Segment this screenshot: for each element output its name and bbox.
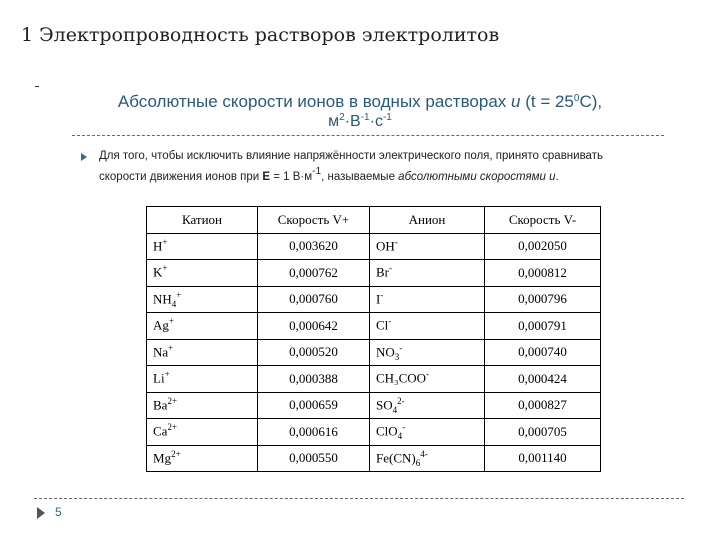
cation-cell-sup: 2+	[167, 422, 178, 433]
cation-cell-sup: +	[162, 236, 168, 247]
cation-cell-span: NH	[153, 291, 172, 307]
anion-cell-sub: 6	[415, 457, 421, 468]
unit-s: ·с	[369, 113, 383, 130]
cation-cell-sup: +	[176, 289, 182, 300]
para-text-4: .	[555, 171, 559, 183]
cation-cell-sup: 2+	[171, 448, 181, 459]
cation-cell-sup: +	[168, 316, 174, 327]
anion-cell-span: OH	[376, 238, 395, 254]
header-anion: Анион	[370, 207, 485, 234]
table-row	[147, 392, 601, 419]
anion-cell-span: NO	[376, 344, 395, 360]
table-body	[147, 233, 601, 472]
anion-cell-span: SO	[376, 397, 393, 413]
v-plus-cell	[258, 260, 370, 287]
cation-cell-span: Ag	[153, 317, 169, 333]
v-minus-cell	[485, 339, 601, 366]
anion-cell-sup: -	[399, 342, 403, 353]
heading-variable: u	[511, 92, 521, 111]
cation-cell-span: Na	[153, 344, 169, 360]
table-row	[147, 366, 601, 393]
cation-cell	[147, 313, 258, 340]
header-v-plus: Скорость V+	[258, 207, 370, 234]
description-paragraph	[99, 148, 639, 185]
v-minus-cell	[485, 286, 601, 313]
v-plus-cell-span: 0,000388	[289, 370, 338, 386]
v-plus-cell-span: 0,000616	[289, 423, 338, 439]
v-plus-cell-span: 0,000762	[289, 264, 338, 280]
v-minus-cell	[485, 260, 601, 287]
v-minus-cell-span: 0,000796	[518, 291, 567, 307]
table-row	[147, 339, 601, 366]
cation-cell	[147, 233, 258, 260]
v-minus-cell	[485, 392, 601, 419]
unit-v-exp: -1	[360, 112, 370, 123]
cation-cell	[147, 419, 258, 446]
v-plus-cell	[258, 286, 370, 313]
cation-cell-sup: 2+	[167, 395, 178, 406]
cation-cell-span: Ca	[153, 423, 168, 439]
anion-cell-sub: 4	[397, 431, 403, 442]
anion-cell	[370, 419, 485, 446]
cation-cell-span: Li	[153, 370, 165, 386]
v-plus-cell	[258, 419, 370, 446]
v-minus-cell-span: 0,000812	[518, 264, 567, 280]
v-plus-cell	[258, 366, 370, 393]
anion-cell-sup: -	[388, 316, 392, 327]
cation-cell	[147, 392, 258, 419]
table-row	[147, 445, 601, 472]
v-plus-cell	[258, 313, 370, 340]
cation-cell	[147, 339, 258, 366]
cation-cell-sup: +	[164, 369, 170, 380]
unit-s-exp: -1	[382, 112, 392, 123]
table-row	[147, 260, 601, 287]
anion-cell-sup: -	[426, 369, 430, 380]
cation-cell	[147, 286, 258, 313]
heading-units	[0, 112, 720, 131]
v-plus-cell	[258, 392, 370, 419]
ion-velocity-table	[146, 206, 601, 472]
anion-cell-span: Br	[376, 264, 389, 280]
heading-text: Абсолютные скорости ионов в водных растворах	[117, 92, 512, 111]
table-row	[147, 286, 601, 313]
anion-cell-sup: -	[389, 263, 392, 274]
para-text-2: = 1 В·м	[270, 171, 313, 183]
bullet-arrow-icon	[81, 153, 87, 161]
cation-cell-sub: 4	[171, 298, 177, 309]
v-minus-cell-span: 0,002050	[518, 238, 567, 254]
anion-cell	[370, 339, 485, 366]
cation-cell-span: K	[153, 264, 163, 280]
cation-cell-sup: +	[168, 342, 174, 353]
anion-cell	[370, 445, 485, 472]
table-row	[147, 313, 601, 340]
slide-title: 1 Электропроводность растворов электролитов	[21, 24, 500, 46]
anion-cell	[370, 286, 485, 313]
header-v-minus: Скорость V-	[485, 207, 601, 234]
page-number: 5	[55, 505, 62, 519]
unit-m: м	[328, 113, 340, 130]
header-cation: Катион	[147, 207, 258, 234]
anion-cell-span: Cl	[376, 317, 389, 333]
table-row	[147, 233, 601, 260]
cation-cell-span: H	[153, 238, 163, 254]
v-plus-cell-span: 0,000642	[289, 317, 338, 333]
v-plus-cell-span: 0,000760	[289, 291, 338, 307]
v-minus-cell-span: 0,000705	[518, 423, 567, 439]
para-italic: абсолютными скоростями u	[398, 171, 556, 183]
anion-cell-span: Fe(CN)	[376, 450, 416, 466]
v-plus-cell	[258, 445, 370, 472]
header-divider	[72, 135, 664, 136]
para-text-3: , называемые	[321, 171, 399, 183]
para-exp: -1	[312, 166, 322, 177]
anion-cell-span: I	[376, 291, 381, 307]
table-heading	[0, 88, 720, 113]
unit-m-exp: 2	[339, 112, 345, 123]
heading-temp: (t = 25	[520, 92, 574, 111]
anion-cell	[370, 260, 485, 287]
v-minus-cell	[485, 233, 601, 260]
para-e: E	[262, 171, 271, 183]
anion-cell	[370, 392, 485, 419]
heading-unit: C),	[579, 92, 603, 111]
v-plus-cell-span: 0,000550	[289, 450, 338, 466]
anion-cell-sup: -	[402, 422, 406, 433]
v-minus-cell-span: 0,000424	[518, 370, 567, 386]
anion-cell	[370, 366, 485, 393]
v-minus-cell	[485, 445, 601, 472]
cation-cell-sup: +	[162, 263, 168, 274]
cation-cell-span: Mg	[153, 450, 172, 466]
v-minus-cell	[485, 419, 601, 446]
cation-cell	[147, 260, 258, 287]
table-row	[147, 419, 601, 446]
cation-cell	[147, 445, 258, 472]
anion-cell-span: CH₃COO	[376, 370, 427, 386]
heading-degree: 0	[573, 93, 580, 104]
anion-cell	[370, 233, 485, 260]
page-arrow-icon	[37, 507, 45, 519]
v-plus-cell-span: 0,000659	[289, 397, 338, 413]
anion-cell-sub: 4	[392, 404, 398, 415]
v-plus-cell-span: 0,003620	[289, 238, 338, 254]
anion-cell-sub: 3	[394, 351, 400, 362]
footer-divider	[34, 498, 684, 499]
v-minus-cell-span: 0,001140	[518, 450, 567, 466]
unit-v: ·В	[344, 113, 361, 130]
cation-cell-span: Ba	[153, 397, 168, 413]
v-plus-cell	[258, 233, 370, 260]
anion-cell-sup: 2-	[397, 395, 405, 406]
cation-cell	[147, 366, 258, 393]
para-text-1: Для того, чтобы исключить влияние напряжённости электрического поля, принято сравнивать скорости движения ионов при	[99, 150, 603, 183]
anion-cell-sup: -	[394, 236, 398, 247]
anion-cell-span: ClO	[376, 423, 398, 439]
corner-mark	[35, 86, 39, 87]
v-minus-cell	[485, 366, 601, 393]
anion-cell-sup: 4-	[420, 448, 428, 459]
v-plus-cell-span: 0,000520	[289, 344, 338, 360]
v-minus-cell-span: 0,000791	[518, 317, 567, 333]
anion-cell	[370, 313, 485, 340]
v-plus-cell	[258, 339, 370, 366]
anion-cell-sup: -	[380, 289, 384, 300]
v-minus-cell-span: 0,000827	[518, 397, 567, 413]
v-minus-cell-span: 0,000740	[518, 344, 567, 360]
v-minus-cell	[485, 313, 601, 340]
table-header-row	[147, 207, 601, 234]
